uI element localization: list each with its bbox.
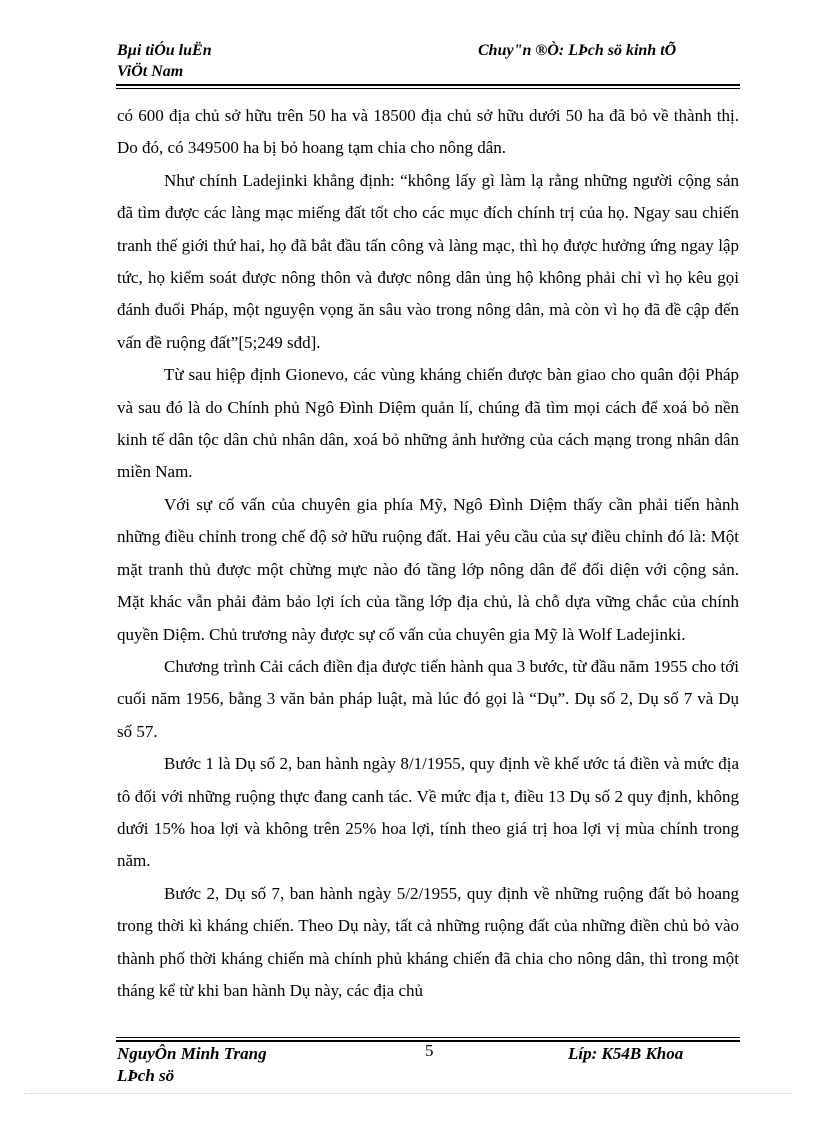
paragraph: Chương trình Cải cách điền địa được tiến hành qua 3 bước, từ đầu năm 1955 cho tới cuối năm 1956, bằng 3 văn bản pháp luật, mà lúc đó gọi là “Dụ”. Dụ số 2, Dụ số 7 và Dụ số 57. <box>117 656 739 741</box>
footer-class: Líp: K54B Khoa <box>568 1044 684 1063</box>
footer-author <box>117 1043 267 1087</box>
header-rule-thin <box>116 88 740 89</box>
footer-rule-thin <box>116 1037 740 1038</box>
page-bottom-divider <box>24 1093 792 1094</box>
paragraph: Bước 1 là Dụ số 2, ban hành ngày 8/1/1955, quy định về khế ước tá điền và mức địa tô đối với những ruộng thực đang canh tác. Về mức địa t, điều 13 Dụ số 2 quy định, không dưới 15% hoa lợi và không trên 25% hoa lợi, tính theo giá trị hoa lợi vị mùa chính trong năm. <box>117 754 739 871</box>
paragraph: Từ sau hiệp định Gionevo, các vùng kháng chiến được bàn giao cho quân đội Pháp và sau đó là do Chính phủ Ngô Đình Diệm quản lí, chúng đã tìm mọi cách để xoá bỏ nền kinh tế dân tộc dân chủ nhân dân, xoá bỏ những ảnh hưởng của cách mạng trong nhân dân miền Nam. <box>117 365 739 482</box>
document-body <box>117 100 739 1007</box>
paragraph: Bước 2, Dụ số 7, ban hành ngày 5/2/1955, quy định về những ruộng đất bỏ hoang trong thời kì kháng chiến. Theo Dụ này, tất cả những ruộng đất của những điền chủ bỏ vào thành phố thời kháng chiến mà chính phủ kháng chiến đã chia cho nông dân, thì trong một tháng kể từ khi ban hành Dụ này, các địa chủ <box>117 883 739 1000</box>
header-right: Chuy"n ®Ò: LÞch sö kinh tÕ <box>478 42 677 59</box>
header-rule-thick <box>116 84 740 86</box>
footer-left-line2: LÞch sö <box>117 1066 175 1085</box>
footer-left-line1: NguyÔn Minh Trang <box>117 1044 267 1063</box>
header-left-line1: Bµi tiÓu luËn <box>117 42 212 59</box>
page-number: 5 <box>425 1041 434 1060</box>
paragraph: có 600 địa chủ sở hữu trên 50 ha và 18500 địa chủ sở hữu dưới 50 ha đã bỏ về thành thị. Do đó, có 349500 ha bị bỏ hoang tạm chia cho nông dân. <box>117 106 739 158</box>
paragraph: Với sự cố vấn của chuyên gia phía Mỹ, Ngô Đình Diệm thấy cần phải tiến hành những điều chỉnh trong chế độ sở hữu ruộng đất. Hai yêu cầu của sự điều chỉnh đó là: Một mặt tranh thủ được một chừng mực nào đó tầng lớp nông dân để đối diện với cộng sản. Mặt khác vẫn phải đảm bảo lợi ích của tầng lớp địa chủ, là chỗ dựa vững chắc của chính quyền Diệm. Chủ trương này được sự cố vấn của chuyên gia Mỹ là Wolf Ladejinki. <box>117 494 739 644</box>
header-left-line2: ViÖt Nam <box>117 63 184 80</box>
header-left <box>117 40 212 82</box>
paragraph: Như chính Ladejinki khẳng định: “không lấy gì làm lạ rằng những người cộng sản đã tìm được các làng mạc miếng đất tốt cho các mục đích chính trị của họ. Ngay sau chiến tranh thế giới thứ hai, họ đã bắt đầu tấn công và làng mạc, thì họ được hưởng ứng ngay lập tức, họ kiểm soát được nông thôn và được nông dân ủng hộ không phải chỉ vì họ kêu gọi đánh đuổi Pháp, một nguyện vọng ăn sâu vào trong nông dân, mà còn vì họ đã đề cập đến vấn đề ruộng đất”[5;249 sđd]. <box>117 170 739 352</box>
